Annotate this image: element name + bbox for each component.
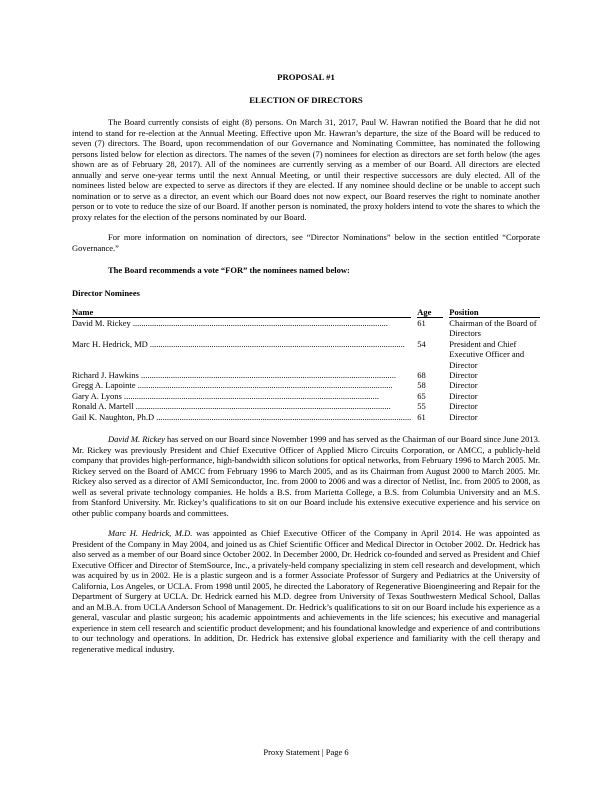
intro-paragraph: The Board currently consists of eight (8) persons. On March 31, 2017, Paul W. Hawran notified the Board that he did not intend to stand for re-election at the Annual Meeting. Effective upon Mr. Hawran’s departure, the size of the Board will be reduced to seven (7) directors. The Board, upon recommendation of our Governance and Nominating Committee, has nominated the following persons listed below for election as directors. The names of the seven (7) nominees for election as directors are set forth below (the ages shown are as of February 28, 2017). All of the nominees are currently serving as a member of our Board. All directors are elected annually and serve one-year terms until the next Annual Meeting, or until their respective successors are duly elected. All of the nominees listed below are expected to serve as directors if they are elected. If any nominee should decline or be unable to accept such nomination or to serve as a director, an event which our Board does not now expect, our Board reserves the right to nominate another person or to vote to reduce the size of our Board. If another person is nominated, the proxy holders intend to vote the shares to which the proxy relates for the election of the persons nominated by our Board.	[72, 117, 540, 222]
bio-rickey-text: has served on our Board since November 1999 and has served as the Chairman of our Board since June 2013. Mr. Rickey was previously President and Chief Executive Officer of Applied Micro Circuits Corporation, or AMCC, a publicly-held company that provides high-performance, high-bandwidth silicon solutions for optical networks, from February 1996 to March 2005. Mr. Rickey served on the Board of AMCC from February 1996 to March 2005, and as its Chairman from August 2000 to March 2005. Mr. Rickey also served as a director of AMI Semiconductor, Inc. from 2000 to 2006 and was a director of Netlist, Inc. from 2005 to 2008, as well as several private technology companies. He holds a B.S. from Marietta College, a B.S. from Columbia University and an M.S. from Stanford University. Mr. Rickey’s qualifications to sit on our Board include his extensive executive experience and his service on other public company boards and committees.	[72, 434, 541, 518]
table-header-row	[72, 307, 540, 318]
section-title: ELECTION OF DIRECTORS	[249, 95, 363, 105]
nominee-age: 58	[417, 380, 426, 391]
bio-hedrick-text: was appointed as Chief Executive Officer of the Company in April 2014. He was appointed as President of the Company in May 2004, and joined us as Chief Scientific Officer and Medical Director in October 2002. Dr. Hedrick has also served as a member of our Board since October 2002. In December 2000, Dr. Hedrick co-founded and served as President and Chief Executive Officer and Director of StemSource, Inc., a privately-held company specializing in stem cell research and development, which was acquired by us in 2002. He is a plastic surgeon and is a former Associate Professor of Surgery and Pediatrics at the University of California, Los Angeles, or UCLA. From 1998 until 2005, he directed the Laboratory of Regenerative Bioengineering and Repair for the Department of Surgery at UCLA. Dr. Hedrick earned his M.D. degree from University of Texas Southwestern Medical School, Dallas and an M.B.A. from UCLA Anderson School of Management. Dr. Hedrick’s qualifications to sit on our Board include his experience as a general, vascular and plastic surgeon; his academic appointments and achievements in the life sciences; his executive and managerial experience in stem cell research and scientific product development; and his foundational knowledge and experience of and contributions to our technology and operations. In addition, Dr. Hedrick has extensive global experience and familiarity with the cell therapy and regenerative medical industry.	[72, 528, 540, 654]
nominee-name: Gary A. Lyons .....	[72, 391, 411, 401]
nominee-age: 61	[417, 411, 426, 422]
nominee-age: 65	[417, 390, 426, 401]
nominee-position: Chairman of the Board of Directors	[449, 318, 537, 339]
nominee-position: Director	[449, 401, 478, 412]
nominee-name: Ronald A. Martell .....	[72, 401, 411, 411]
nominee-position: Director	[449, 370, 478, 381]
table-row	[72, 401, 540, 411]
nominees-heading: Director Nominees	[72, 287, 140, 298]
nominee-name: Gail K. Naughton, Ph.D .....	[72, 412, 411, 422]
nominee-position: Director	[449, 380, 478, 391]
bio-hedrick-name: Marc H. Hedrick, M.D.	[108, 528, 193, 539]
nominee-position: Director	[449, 390, 478, 401]
header-name: Name	[72, 307, 411, 318]
table-row	[72, 370, 540, 380]
nominee-name: Richard J. Hawkins .....	[72, 370, 411, 380]
header-age: Age	[417, 307, 443, 318]
nominee-position: President and Chief Executive Officer and Director	[449, 338, 525, 370]
nominee-name: Marc H. Hedrick, MD .....	[72, 339, 411, 349]
table-row	[72, 339, 540, 370]
proposal-number: PROPOSAL #1	[277, 72, 335, 82]
table-row	[72, 391, 540, 401]
nominees-table	[72, 307, 540, 422]
document-page	[72, 72, 540, 654]
nominee-position: Director	[449, 411, 478, 422]
bio-rickey-name: David M. Rickey	[108, 434, 165, 445]
board-recommendation: The Board recommends a vote “FOR” the nominees named below:	[108, 265, 350, 275]
table-row	[72, 318, 540, 339]
table-row	[72, 412, 540, 422]
nominee-name: Gregg A. Lapointe .....	[72, 380, 411, 390]
table-row	[72, 380, 540, 390]
nominee-age: 68	[417, 370, 426, 381]
nominee-name: David M. Rickey .....	[72, 318, 411, 328]
nominee-age: 61	[417, 318, 426, 328]
header-position: Position	[449, 307, 540, 318]
bio-rickey	[72, 434, 540, 518]
nominee-age: 54	[417, 338, 426, 349]
bio-hedrick	[72, 528, 540, 654]
page-footer: Proxy Statement | Page 6	[263, 747, 349, 757]
nominee-age: 55	[417, 401, 426, 412]
nomination-note: For more information on nomination of directors, see “Director Nominations” below in the section entitled “Corporate Governance.”	[72, 232, 540, 253]
